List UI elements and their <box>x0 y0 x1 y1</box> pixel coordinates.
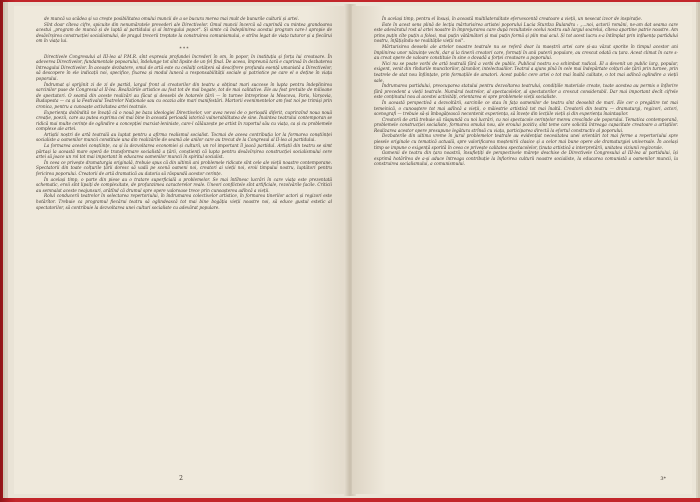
paragraph: Nici nu se poate vorbi de artă teatrală fără a vorbi de public. Publicul nostru s-a schimbat radical. El a devenit un public larg, popular, exigent, venit din rîndurile muncitorilor, țăranilor, intelectualilor. Teatrul a ajuns pînă în cele mai îndepărtate colțuri ale țării prin turnee, prin teatrele de stat nou înființate, prin formațiile de amatori. Acest public cere artei o tot mai înaltă calitate, o tot mai adîncă oglindire a vieții sale. <box>374 60 678 83</box>
right-page-text <box>374 16 678 167</box>
paragraph: Experiența dobîndită ne învață că o nouă pe baza ideologiei Directivelor, vor avea nevoi de o perioadă diferit, cuprinzînd noua nouă creație, poezii, care au putea exprima cel mai bine în această perioadă istorică vulnerabilitatea de sine. Înaintea teatrului contemporan se ridică mai multe cerințe de oglindire a concepției marxist-leniniste, care-l călăuzește pe artist în raportul său cu viața, ca și cu problemele complexe ale artei. <box>36 109 332 132</box>
paragraph: În această perspectivă a dezvoltării, sarcinile ce stau în fața oamenilor de teatru sînt deosebit de mari. Ele cer o pregătire tot mai temeinică, o cunoaștere tot mai adîncă a vieții, o măiestrie artistică tot mai înaltă. Creatorii din teatru — dramaturgi, regizori, actori, scenografi — trebuie să-și îmbogățească necontenit experiența, să învețe din lecțiile vieții și din experiența înaintașilor. <box>374 99 678 117</box>
paragraph: Artiștii noștri de artă teatrală au luptat pentru a afirma realismul socialist. Tocmai de aceea contribuția lor la formarea conștiinței socialiste a oamenilor muncii constituie una din realizările de seamă ale anilor care au trecut de la Congresul al II-lea al partidului. <box>36 131 332 143</box>
paragraph: Oamenii de teatru din țara noastră, însuflețiți de perspectivele măreţe deschise de Directivele Congresului al III-lea al partidului, își exprimă hotărîrea de a-și aduce întreaga contribuție la înflorirea culturii noastre socialiste, la educarea comunistă a oamenilor muncii, la construirea socialismului, a comunismului. <box>374 150 678 167</box>
paragraph: În același timp, pentru el însuși, în această multilateralitate efervescentă creatoare a vieții, un nesecat izvor de inspirație. <box>382 16 643 21</box>
paragraph: Creatorii de artă trebuie să răspundă cu noi lucrări, cu noi spectacole cerințelor mereu crescînde ale poporului. Tematica contemporană, problemele construcției socialiste, formarea omului nou, ale eroului pozitiv, sînt teme care solicită întreaga capacitate creatoare a artiștilor. Realizarea acestor opere presupune legătura strînsă cu viața, participarea directă la efortul constructiv al poporului. <box>374 116 678 133</box>
paragraph: La formarea acestei conștiințe, ca și la dezvoltarea economiei și culturii, un rol important îl joacă partidul. Artiștii din teatru se simt părtași la această mare operă de transformare socialistă a țării, conștienți că lupta pentru desăvîrșirea construcției socialismului cere artei să joace un rol tot mai important în educarea oamenilor muncii în spiritul socialist. <box>36 143 332 160</box>
paragraph: Directivele Congresului al III-lea al P.M.R. sînt expresia profundei încrederi în om, în popor, în instituția și forța lui creatoare. În adeverea Directivelor, fundamentale popoarului, îndelunge tot sînt lipsite de un fel final. De aceea, împreună tară e cuprinsă în dezbaterea întreagului Directivelor. În aceaște dezbatere, omul de artă este cu ceilalți cetățeni să descifrere profunda esență umanistă a Directivelor, să descopere în ele indicații noi, specifice, fixarea și modul lunecă a responsabilității sociale și patriotice pe care el o deține în viața poporului. <box>36 53 332 81</box>
paragraph: În același timp, o parte din piese au o tratare superficială a problemelor. Se mai întîlnesc lucrări în care viața este prezentată schematic, eroii sînt lipsiți de complexitate, de profunzimea caracterelor reale. Uneori conflictele sînt artificiale, rezolvările facile. Criticii au semnalat aceste neajunsuri, arătînd că drumul spre opere valoroase trece prin cunoașterea adîncă a vieții. <box>36 176 332 193</box>
section-separator: * * * <box>179 45 189 51</box>
page-number-left: 2 <box>179 475 183 482</box>
paragraph: Dezbaterile din ultima vreme în jurul problemelor teatrale au evidențiat necesitatea unei orientări tot mai ferme a repertoriului spre piesele originale cu tematică actuală, spre valorificarea moștenirii clasice și a celor mai bune opere ale dramaturgiei universale. În același timp se impune o exigență sporită în ceea ce privește calitatea spectacolelor, ținuta artistică a interpretării, unitatea viziunii regizorale. <box>374 133 678 150</box>
paragraph: Mărturisirea deosebi ale artelor noastre teatrale nu se referă doar la maeștrii artei care și-au văzut sporite în timpul acestor ani împlinirea unor năzuințe vechi, dar și la tinerii creatori care, formați în anii puterii populare, au crescut odată cu țara. Acest climat în care s-au creat opere de valoare constituie în sine o dovadă a forței creatoare a poporului. <box>374 43 678 61</box>
paragraph: Este în acest sens plină de lecția mărturisirea artistei poporului Lucia Sturdza Bulandra : „...noi, actorii români, ne-am dat seama care este adevăratul rost al artei noastre în împrejurarea care după rezultatele ocelui nostru sub largul soarelui, cîteva apartine patrie noastre. Am prins puțin cîte puțin a folosi, mai puțin vătămători și mai puțin formă și plin mai acul. Și tot acest lucru s-a întîmplat prin influența partidului nostru, înfățișîndu-ne realitățile vieții noi". <box>374 21 678 44</box>
left-page <box>14 6 349 494</box>
paragraph: În ceea ce privește dramaturgia originală, trebuie spus că din ultimii ani problemele ridicate sînt cele ale vieții noastre contemporane. Spectatorii din toate colțurile țării doresc să vadă pe scenă oameni noi, creatori ai vieții noi, eroii timpului nostru, luptători pentru fericirea poporului. Creatorii de artă dramatică au datoria să răspundă acestor cerințe. <box>36 159 332 177</box>
paragraph: Îndrumarea partidului, preocuparea statului pentru dezvoltarea teatrului, condițiile materiale create, toate acestea au permis o înflorire fără precedent a vieții teatrale. Numărul teatrelor, al spectacolelor, al spectatorilor a crescut considerabil. Dar mai important decît cifrele este conținutul nou al acestei activități, orientarea ei spre problemele vieții socialiste. <box>374 83 678 100</box>
paragraph: Îndrumat și sprijinit zi de zi de partid, largul front al creatorilor din teatru a obținut mari succese în lupta pentru îndeplinirea sarcinilor puse de Congresul al II-lea. Realizările artistice au fost tot de mai bogate, tot de mai calitative. Ele au fost pretuite de milioane de spectatori. O seamă din aceste realizări au făcut și deosebi de hotarele țării — în turnee întreprinse la Moscova, Paris, Varșovia, Budapesta — ca și la Festivalul Teatrelor Naționale sau cu ocazia alte mari manifestări. Martorii evenimentelor am fost noi pe trimiși prin cronica, pentru a cunoaște activitatea artei teatrale. <box>36 81 332 109</box>
page-number-right: 3* <box>660 476 666 482</box>
left-page-text <box>36 16 332 210</box>
paragraph: Sînt doar cîteva cifre, spicuite din nenumăratele prevederi ale Directivelor. Omul muncii încercă să cuprindă cu mintea grandoarea acestui „program de muncă și de luptă al partidului și al întregului popor". Și simte că îndeplinirea acestui program care-l apropie de desăvîrșirea construcției socialismului, de pragul trecerii treptate la construirea comunismului, e strîns legat de viața tuturor și a fiecărui om în viața lui. <box>36 21 332 44</box>
right-page <box>352 6 692 494</box>
paragraph: de muncă va scădea și va crește posibilitatea omului muncii de a se bucura merea mai mult de bunurile culturii și artei. <box>44 16 299 21</box>
paragraph: Rolul conducerii teatrelor în selectarea repertoriului, în îndrumarea colectivelor artistice, în formarea tinerilor actori și regizori este hotărîtor. Trebuie ca programul fiecărui teatru să oglindească tot mai bine bogăția vieții noastre noi, să educe gustul estetic al spectatorilor, să contribuie la dezvoltarea unei culturi socialiste cu adevărat populare. <box>36 193 332 210</box>
